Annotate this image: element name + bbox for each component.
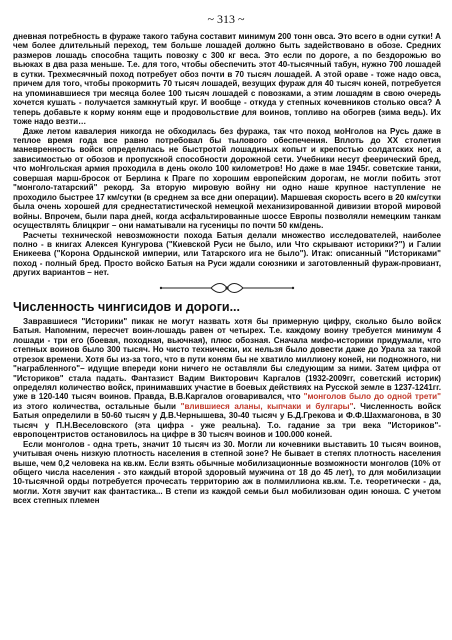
page-number: ~ 313 ~ bbox=[207, 12, 245, 26]
paragraph: дневная потребность в фураже такого табуна составит минимум 200 тонн овса. Это всего в одни сутки! А чем более длительный переход, тем больше лошадей должно быть задействовано в обозе. Средних размеров лошадь способна тащить повозку с 300 кг веса. Это если по дороге, а по бездорожью во вьюках в два раза меньше. Т.е. для того, чтобы обеспечить этот 40-тысячный табун, нужно 700 лошадей в сутки. Трехмесячный поход потребует обоз почти в 70 тысяч лошадей. А этой ораве - тоже надо овса, причем для того, чтобы прокормить 70 тысяч лошадей, везущих фураж для 40 тысяч коней, потребуется на упоминавшиеся три месяца более 100 тысяч лошадей с повозками, а этим лошадям в свою очередь хочется кушать - получается замкнутый круг. И вообще - откуда у степных кочевников столько овса? А теперь добавьте к корму коням еще и продовольствие для воинов, топливо на обогрев (зима ведь). Их тоже надо везти… bbox=[13, 32, 441, 127]
paragraph bbox=[13, 317, 441, 440]
paragraph: Если монголов - одна треть, значит 10 тысяч из 30. Могли ли кочевники выставить 10 тысяч воинов, учитывая очень низкую плотность населения в степной зоне? Не бывает в степях плотность населения выше, чем 0,2 человека на кв.км. Если взять обычные мобилизационные возможности монголов (10% от общего числа населения - это каждый второй здоровый мужчина от 18 до 45 лет), то для мобилизации 10-тысячной орды потребуется прочесать территорию аж в полмиллиона кв.км. Т.е. теоретически - да, могли. Хотя звучит как фантастика... В степи из каждой семьи был мобилизован один юноша. С учетом всех степных племен bbox=[13, 439, 441, 506]
paragraph: Расчеты технической невозможности похода Батыя делали множество исследователей, наиболее полно - в книгах Алексея Кунгурова ("Киевской Руси не было, или Что скрывают историки?") и Галии Еникеева ("Корона Ордынской империи, или Татарского ига не было"). Итак: описанный "Историками" поход - полный бред. Просто войско Батыя на Руси ждали союзники и заготовленный фураж-провиант, других вариантов – нет. bbox=[13, 230, 441, 278]
ornament-divider bbox=[13, 281, 441, 295]
text-run: Завравшиеся "Историки" пикак не могут назвать хотя бы примерную цифру, сколько было войск Батыя. Напомним, пересчет воин-лошадь равен от четырех. Т.е. каждому воину требуется минимум 4 лошади - три его (боевая, походная, вьючная), плюс обозная. Сначала мифо-историки придумали, что степных воинов было 300 тысяч. Но чисто технически, их нельзя было довести даже до Урала за такой отрезок времени. Хотя бы из-за того, что в пути коням бы не хватило миллиону коней, ни подножного, ни "награбленного"– идущие впереди кони ничего не оставляли бы следующим за ними. Затем цифра от "Историков" стала падать. Фантазист Вадим Викторович Каргалов (1932-2009гг, советский историк) определял количество войск, принимавших участие в боевых действиях на Русской земле в 1237-1241гг. уже в 120-140 тысяч воинов. Правда, В.В.Каргалов оговаривался, что bbox=[13, 316, 441, 402]
ornament-icon bbox=[157, 281, 297, 295]
paragraph: Даже летом кавалерия никогда не обходилась без фуража, так что поход моНголов на Русь даже в теплое время года все равно потребовал бы тылового обеспечения. Вплоть до XX столетия маневренность войск определялась не быстротой лошадиных копыт и крепостью солдатских ног, а зависимостью от обозов и пропускной способности дорожной сети. Учебники несут феерический бред, что моНгольская армия проходила в день около 100 километров! Но даже в мае 1945г. советские танки, совершая марш-бросок от Берлина к Праге по хорошим европейским дорогам, не могли побить этот "монголо-татарский" рекорд. За вторую мировую войну ни одно наше крупное наступление не проходило быстрее 17 км/сутки (в среднем за все дни операции). Маршевая скорость всего в 20 км/сутки была очень хорошей для среднестатистической немецкой механизированной дивизии второй мировой войны. Впрочем, были пара дней, когда асфальтированные шоссе Европы позволяли немецким танкам осуществлять блицкриг – они наматывали на гусеницы по почти 50 км/день. bbox=[13, 126, 441, 231]
section-heading: Численность чингисидов и дороги... bbox=[13, 299, 241, 314]
highlighted-quote: "влившиеся аланы, кыпчаки и булгары" bbox=[180, 401, 354, 411]
text-run: . Численность войск Батыя определили в 50-60 тысяч у Д.В.Чернышева, 30-40 тысяч у Б.Д.Грекова и Ф.Ф.Шахмагонова, в 30 тысяч у П.Н.Веселовского (эта цифра - уже реальна). Т.о. гадание за три века "Историков"-европоцентристов остановилось на цифре в 30 тысяч воинов и 100.000 коней. bbox=[13, 401, 441, 440]
text-run: из этого количества, остальные были bbox=[13, 401, 181, 411]
highlighted-quote: "монголов было до одной трети" bbox=[303, 392, 441, 402]
page-body bbox=[13, 32, 441, 506]
